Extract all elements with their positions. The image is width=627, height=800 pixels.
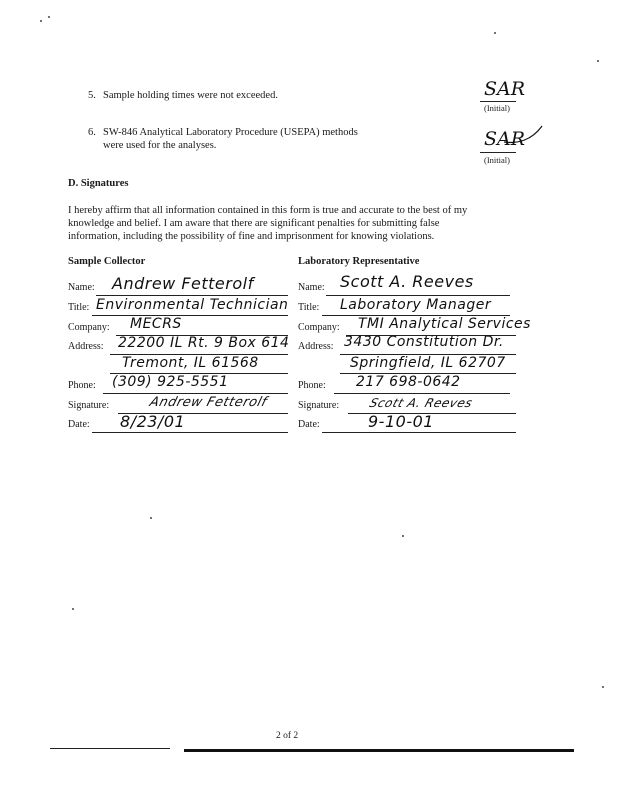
- affirmation-line-1: I hereby affirm that all information contained in this form is true and accurate to the best of my: [68, 205, 468, 216]
- initials-flourish: [500, 120, 546, 150]
- lab-heading: Laboratory Representative: [298, 256, 420, 267]
- lab-address-label: Address:: [298, 341, 334, 352]
- collector-address-line-1: 22200 IL Rt. 9 Box 614: [118, 335, 290, 351]
- footer-rule: [184, 749, 574, 752]
- scan-speck: [402, 535, 404, 537]
- item-6-text-line1: SW-846 Analytical Laboratory Procedure (USEPA) methods: [103, 127, 358, 138]
- scan-speck: [602, 686, 604, 688]
- collector-name-label: Name:: [68, 282, 95, 293]
- scan-speck: [150, 517, 152, 519]
- collector-company-label: Company:: [68, 322, 110, 333]
- lab-name: Scott A. Reeves: [340, 272, 474, 291]
- scan-speck: [597, 60, 599, 62]
- collector-heading: Sample Collector: [68, 256, 146, 267]
- item-5-initial-label: (Initial): [484, 103, 510, 113]
- page-number: 2 of 2: [276, 731, 299, 741]
- item-5-initials: SAR: [484, 78, 526, 100]
- collector-signature: Andrew Fetterolf: [147, 395, 269, 410]
- lab-date-label: Date:: [298, 419, 320, 430]
- lab-address-line-1: 3430 Constitution Dr.: [344, 334, 504, 350]
- item-5-text: Sample holding times were not exceeded.: [103, 90, 278, 101]
- collector-date-label: Date:: [68, 419, 90, 430]
- collector-phone-label: Phone:: [68, 380, 96, 391]
- collector-address-line-2: Tremont, IL 61568: [122, 355, 259, 371]
- lab-phone: 217 698-0642: [356, 374, 461, 390]
- scan-speck: [494, 32, 496, 34]
- lab-company: TMI Analytical Services: [358, 316, 531, 332]
- lab-phone-label: Phone:: [298, 380, 326, 391]
- collector-company: MECRS: [130, 316, 182, 332]
- item-5-number: 5.: [88, 90, 96, 101]
- lab-name-label: Name:: [298, 282, 325, 293]
- scan-speck: [40, 20, 42, 22]
- scan-speck: [48, 16, 50, 18]
- collector-address-label: Address:: [68, 341, 104, 352]
- affirmation-line-3: information, including the possibility of fine and imprisonment for knowing violations.: [68, 231, 435, 242]
- lab-address-line-2: Springfield, IL 62707: [350, 355, 506, 371]
- item-6-number: 6.: [88, 127, 96, 138]
- section-heading: D. Signatures: [68, 178, 129, 189]
- collector-phone: (309) 925-5551: [112, 374, 229, 390]
- item-6-initial-label: (Initial): [484, 155, 510, 165]
- item-6-text-line2: were used for the analyses.: [103, 140, 217, 151]
- collector-date: 8/23/01: [120, 412, 186, 431]
- collector-signature-label: Signature:: [68, 400, 110, 411]
- affirmation-line-2: knowledge and belief. I am aware that there are significant penalties for submitting false: [68, 218, 440, 229]
- footer-rule-left: [50, 748, 170, 749]
- collector-title-label: Title:: [68, 302, 90, 313]
- lab-company-label: Company:: [298, 322, 340, 333]
- collector-name: Andrew Fetterolf: [112, 274, 254, 293]
- lab-title-label: Title:: [298, 302, 320, 313]
- lab-signature: Scott A. Reeves: [367, 396, 475, 410]
- collector-title: Environmental Technician: [96, 297, 289, 313]
- item-6-initials: SAR: [484, 128, 526, 150]
- lab-date: 9-10-01: [368, 412, 434, 431]
- lab-signature-label: Signature:: [298, 400, 340, 411]
- lab-title: Laboratory Manager: [340, 297, 492, 313]
- scan-speck: [72, 608, 74, 610]
